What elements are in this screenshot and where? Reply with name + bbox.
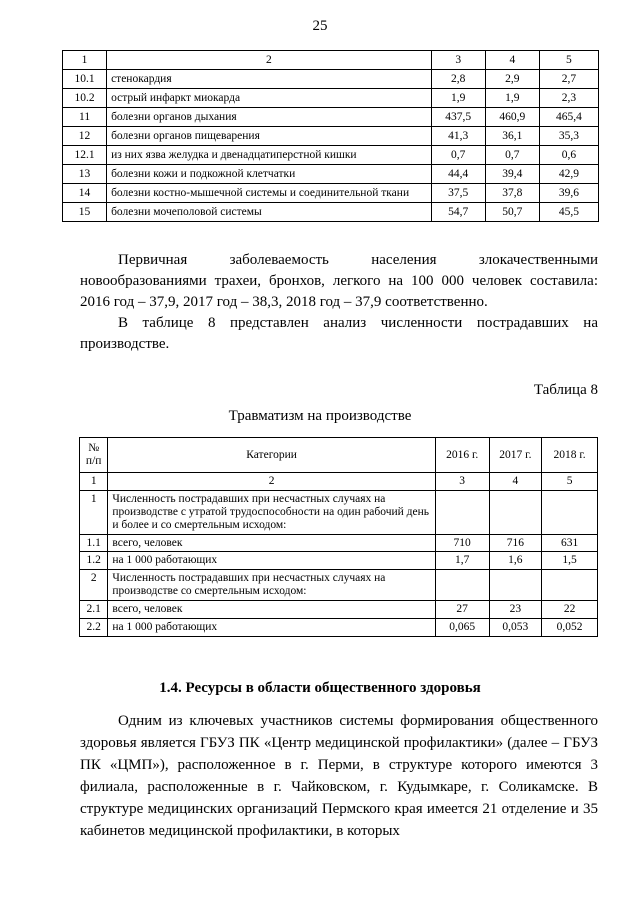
value-cell: 39,6 [539, 184, 598, 203]
value-cell: 710 [435, 534, 489, 552]
value-cell: 2,3 [539, 89, 598, 108]
paragraph-table-intro [80, 313, 598, 355]
row-number: 2 [80, 570, 108, 601]
value-cell: 460,9 [485, 108, 539, 127]
table-row [63, 165, 599, 184]
paragraph-resources [80, 710, 598, 842]
value-cell: 437,5 [431, 108, 485, 127]
injury-table [79, 437, 598, 637]
value-cell: 23 [489, 601, 542, 619]
value-cell: 2,7 [539, 70, 598, 89]
row-number: 13 [63, 165, 107, 184]
row-number: 1.1 [80, 534, 108, 552]
disease-name: острый инфаркт миокарда [107, 89, 432, 108]
category-cell: Численность пострадавших при несчастных случаях на производстве со смертельным исходом: [108, 570, 435, 601]
column-number: 2 [107, 51, 432, 70]
row-number: 12.1 [63, 146, 107, 165]
column-number: 3 [435, 473, 489, 491]
column-number: 4 [489, 473, 542, 491]
value-cell: 1,9 [485, 89, 539, 108]
value-cell: 44,4 [431, 165, 485, 184]
table-row [63, 146, 599, 165]
table-header-row [80, 438, 598, 473]
disease-name: болезни органов дыхания [107, 108, 432, 127]
value-cell: 22 [542, 601, 598, 619]
value-cell [542, 490, 598, 534]
category-cell: всего, человек [108, 601, 435, 619]
value-cell [542, 570, 598, 601]
table-label: Таблица 8 [533, 382, 598, 398]
column-numbers-row [80, 473, 598, 491]
disease-table [62, 50, 599, 222]
value-cell: 27 [435, 601, 489, 619]
table-row [80, 618, 598, 636]
value-cell: 37,8 [485, 184, 539, 203]
value-cell: 37,5 [431, 184, 485, 203]
value-cell: 0,052 [542, 618, 598, 636]
disease-name: из них язва желудка и двенадцатиперстной кишки [107, 146, 432, 165]
value-cell: 1,7 [435, 552, 489, 570]
row-number: 15 [63, 203, 107, 222]
table-row [63, 203, 599, 222]
header-number: № п/п [80, 438, 108, 473]
column-number: 5 [539, 51, 598, 70]
value-cell [489, 570, 542, 601]
table-row [80, 534, 598, 552]
disease-name: стенокардия [107, 70, 432, 89]
value-cell: 36,1 [485, 127, 539, 146]
category-cell: Численность пострадавших при несчастных случаях на производстве с утратой трудоспособности на один рабочий день и более и со смертельным исходом: [108, 490, 435, 534]
value-cell [489, 490, 542, 534]
table-row [63, 127, 599, 146]
table-row [63, 89, 599, 108]
category-cell: на 1 000 работающих [108, 552, 435, 570]
column-number: 1 [80, 473, 108, 491]
header-year-2016: 2016 г. [435, 438, 489, 473]
paragraph-text: Одним из ключевых участников системы формирования общественного здоровья является ГБУЗ ПК «Центр медицинской профилактики» (далее – ГБУЗ ПК «ЦМП»), расположенное в г. Перми, в структуре которого имеются 3 филиала, расположенные в г. Чайковском, г. Кудымкаре, г. Соликамске. В структуре медицинских организаций Пермского края имеется 21 отделение и 35 кабинетов медицинской профилактики, в которых [80, 713, 598, 839]
row-number: 2.1 [80, 601, 108, 619]
paragraph-text: В таблице 8 представлен анализ численности пострадавших на производстве. [80, 315, 598, 352]
value-cell: 54,7 [431, 203, 485, 222]
table-row [80, 601, 598, 619]
value-cell: 45,5 [539, 203, 598, 222]
table-header-row [63, 51, 599, 70]
column-number: 1 [63, 51, 107, 70]
table-title: Травматизм на производстве [228, 408, 412, 424]
value-cell: 35,3 [539, 127, 598, 146]
value-cell: 2,8 [431, 70, 485, 89]
value-cell: 50,7 [485, 203, 539, 222]
row-number: 1 [80, 490, 108, 534]
row-number: 1.2 [80, 552, 108, 570]
value-cell: 631 [542, 534, 598, 552]
row-number: 14 [63, 184, 107, 203]
category-cell: всего, человек [108, 534, 435, 552]
value-cell: 41,3 [431, 127, 485, 146]
table-row [63, 108, 599, 127]
row-number: 10.2 [63, 89, 107, 108]
table-row [63, 184, 599, 203]
page-number: 25 [312, 18, 328, 34]
table-row [63, 70, 599, 89]
paragraph-cancer-incidence [80, 250, 598, 313]
value-cell: 0,6 [539, 146, 598, 165]
value-cell [435, 570, 489, 601]
table-row [80, 552, 598, 570]
value-cell: 1,6 [489, 552, 542, 570]
disease-name: болезни костно-мышечной системы и соединительной ткани [107, 184, 432, 203]
row-number: 10.1 [63, 70, 107, 89]
column-number: 5 [542, 473, 598, 491]
value-cell: 1,9 [431, 89, 485, 108]
column-number: 2 [108, 473, 435, 491]
value-cell: 0,7 [431, 146, 485, 165]
value-cell [435, 490, 489, 534]
table-row [80, 570, 598, 601]
disease-name: болезни органов пищеварения [107, 127, 432, 146]
paragraph-text: Первичная заболеваемость населения злокачественными новообразованиями трахеи, бронхов, легкого на 100 000 человек составила: 2016 год – 37,9, 2017 год – 38,3, 2018 год – 37,9 соответственно. [80, 252, 598, 310]
category-cell: на 1 000 работающих [108, 618, 435, 636]
value-cell: 716 [489, 534, 542, 552]
value-cell: 1,5 [542, 552, 598, 570]
disease-name: болезни кожи и подкожной клетчатки [107, 165, 432, 184]
column-number: 4 [485, 51, 539, 70]
disease-name: болезни мочеполовой системы [107, 203, 432, 222]
row-number: 11 [63, 108, 107, 127]
value-cell: 42,9 [539, 165, 598, 184]
column-number: 3 [431, 51, 485, 70]
value-cell: 0,065 [435, 618, 489, 636]
row-number: 2.2 [80, 618, 108, 636]
value-cell: 0,053 [489, 618, 542, 636]
section-heading: 1.4. Ресурсы в области общественного здоровья [159, 680, 481, 696]
row-number: 12 [63, 127, 107, 146]
value-cell: 39,4 [485, 165, 539, 184]
header-category: Категории [108, 438, 435, 473]
value-cell: 2,9 [485, 70, 539, 89]
header-year-2017: 2017 г. [489, 438, 542, 473]
value-cell: 465,4 [539, 108, 598, 127]
header-year-2018: 2018 г. [542, 438, 598, 473]
value-cell: 0,7 [485, 146, 539, 165]
table-row [80, 490, 598, 534]
